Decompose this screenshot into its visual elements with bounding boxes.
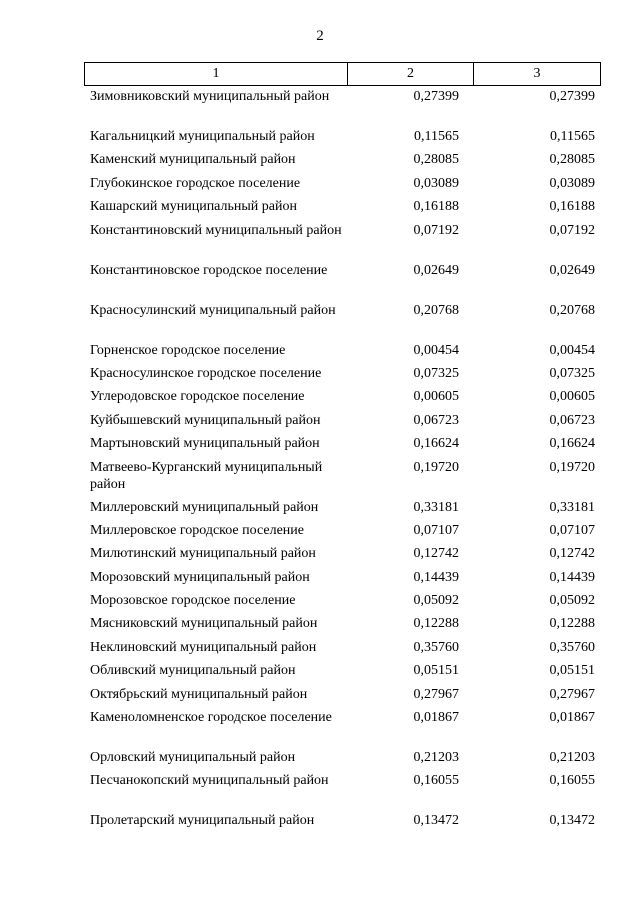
table-row: [84, 569, 601, 592]
table-row: [84, 151, 601, 174]
row-value-col3: 0,28085: [549, 152, 595, 168]
table-row: [84, 342, 601, 365]
row-name: Константиновский муниципальный район: [90, 222, 342, 238]
row-name: Каменоломненское городское поселение: [90, 710, 332, 726]
row-value-col3: 0,19720: [549, 459, 595, 475]
row-name: Кашарский муниципальный район: [90, 199, 297, 215]
row-value-col3: 0,35760: [549, 639, 595, 655]
column-header-2: 2: [347, 63, 473, 86]
table-row: [84, 662, 601, 685]
row-name: Пролетарский муниципальный район: [90, 813, 315, 829]
row-name: Мартыновский муниципальный район: [90, 436, 320, 452]
row-value-col3: 0,03089: [549, 175, 595, 191]
row-value-col3: 0,16624: [549, 436, 595, 452]
row-value-col2: 0,16055: [413, 773, 459, 789]
row-name: Красносулинское городское поселение: [90, 365, 322, 381]
table-row: [84, 615, 601, 638]
row-value-col3: 0,05092: [549, 593, 595, 609]
row-value-col3: 0,00454: [549, 342, 595, 358]
row-name: Мясниковский муниципальный район: [90, 616, 318, 632]
table-row: [84, 499, 601, 522]
row-name: Миллеровский муниципальный район: [90, 499, 319, 515]
row-value-col2: 0,12288: [413, 616, 459, 632]
row-value-col2: 0,19720: [413, 459, 459, 475]
row-name: Милютинский муниципальный район: [90, 546, 316, 562]
row-value-col3: 0,16055: [549, 773, 595, 789]
table-row: [84, 198, 601, 221]
row-name: Неклиновский муниципальный район: [90, 639, 317, 655]
row-value-col2: 0,05092: [413, 593, 459, 609]
row-value-col3: 0,14439: [549, 569, 595, 585]
row-value-col2: 0,07107: [413, 522, 459, 538]
table-body: [84, 88, 601, 836]
row-value-col3: 0,21203: [549, 750, 595, 766]
row-name: Красносулинский муниципальный район: [90, 302, 336, 318]
row-value-col2: 0,12742: [413, 546, 459, 562]
table-row: [84, 592, 601, 615]
table-row: [84, 459, 601, 499]
row-value-col3: 0,06723: [549, 412, 595, 428]
table-row: [84, 709, 601, 749]
row-value-col3: 0,02649: [549, 262, 595, 278]
row-value-col2: 0,01867: [413, 710, 459, 726]
row-name: Песчанокопский муниципальный район: [90, 773, 329, 789]
row-value-col2: 0,27399: [413, 89, 459, 104]
row-name: Морозовский муниципальный район: [90, 569, 310, 585]
row-name: Глубокинское городское поселение: [90, 175, 301, 191]
table-row: [84, 412, 601, 435]
row-value-col3: 0,27967: [549, 686, 595, 702]
row-value-col2: 0,16188: [413, 199, 459, 215]
row-value-col2: 0,27967: [413, 686, 459, 702]
table-row: [84, 772, 601, 812]
row-value-col2: 0,35760: [413, 639, 459, 655]
row-name: Кагальницкий муниципальный район: [90, 129, 315, 144]
row-name: Зимовниковский муниципальный район: [90, 89, 330, 104]
row-value-col2: 0,13472: [413, 813, 459, 829]
table-row: [84, 128, 601, 151]
row-value-col2: 0,14439: [413, 569, 459, 585]
row-value-col2: 0,20768: [413, 302, 459, 318]
row-value-col3: 0,07325: [549, 365, 595, 381]
row-value-col3: 0,00605: [549, 389, 595, 405]
row-value-col3: 0,05151: [549, 663, 595, 679]
column-header-3: 3: [473, 63, 600, 86]
table-row: [84, 545, 601, 568]
page-number: 2: [316, 28, 324, 44]
row-name: Куйбышевский муниципальный район: [90, 412, 321, 428]
table-row: [84, 812, 601, 835]
row-value-col2: 0,16624: [413, 436, 459, 452]
row-value-col2: 0,03089: [413, 175, 459, 191]
row-value-col3: 0,13472: [549, 813, 595, 829]
row-name: Константиновское городское поселение: [90, 262, 328, 278]
table-row: [84, 388, 601, 411]
row-name: Октябрьский муниципальный район: [90, 686, 308, 702]
table-row: [84, 222, 601, 262]
row-value-col2: 0,00605: [413, 389, 459, 405]
row-value-col3: 0,01867: [549, 710, 595, 726]
row-value-col3: 0,16188: [549, 199, 595, 215]
row-value-col3: 0,12288: [549, 616, 595, 632]
row-value-col2: 0,02649: [413, 262, 459, 278]
row-value-col3: 0,07107: [549, 522, 595, 538]
table-row: [84, 749, 601, 772]
row-name: Горненское городское поселение: [90, 342, 286, 358]
table-row: [84, 686, 601, 709]
row-value-col2: 0,11565: [414, 129, 459, 144]
table-row: [84, 175, 601, 198]
row-value-col3: 0,20768: [549, 302, 595, 318]
row-name: Морозовское городское поселение: [90, 593, 296, 609]
row-value-col2: 0,07325: [413, 365, 459, 381]
table-row: [84, 88, 601, 128]
row-value-col2: 0,07192: [413, 222, 459, 238]
row-name: Миллеровское городское поселение: [90, 522, 304, 538]
table-row: [84, 522, 601, 545]
row-value-col2: 0,28085: [413, 152, 459, 168]
column-header-1: 1: [85, 63, 348, 86]
row-name: Матвеево-Курганский муниципальный район: [90, 459, 323, 492]
row-value-col3: 0,27399: [549, 89, 595, 104]
column-header-table: [84, 62, 601, 86]
table-row: [84, 262, 601, 302]
row-name: Углеродовское городское поселение: [90, 389, 305, 405]
table-row: [84, 365, 601, 388]
row-value-col2: 0,00454: [413, 342, 459, 358]
row-value-col2: 0,33181: [413, 499, 459, 515]
row-value-col3: 0,33181: [549, 499, 595, 515]
row-name: Каменский муниципальный район: [90, 152, 296, 168]
table-row: [84, 302, 601, 342]
row-value-col2: 0,06723: [413, 412, 459, 428]
row-name: Орловский муниципальный район: [90, 750, 296, 766]
table-row: [84, 435, 601, 458]
row-value-col2: 0,05151: [413, 663, 459, 679]
row-value-col3: 0,07192: [549, 222, 595, 238]
row-value-col2: 0,21203: [413, 750, 459, 766]
row-name: Обливский муниципальный район: [90, 663, 296, 679]
table-row: [84, 639, 601, 662]
row-value-col3: 0,11565: [550, 129, 595, 144]
row-value-col3: 0,12742: [549, 546, 595, 562]
